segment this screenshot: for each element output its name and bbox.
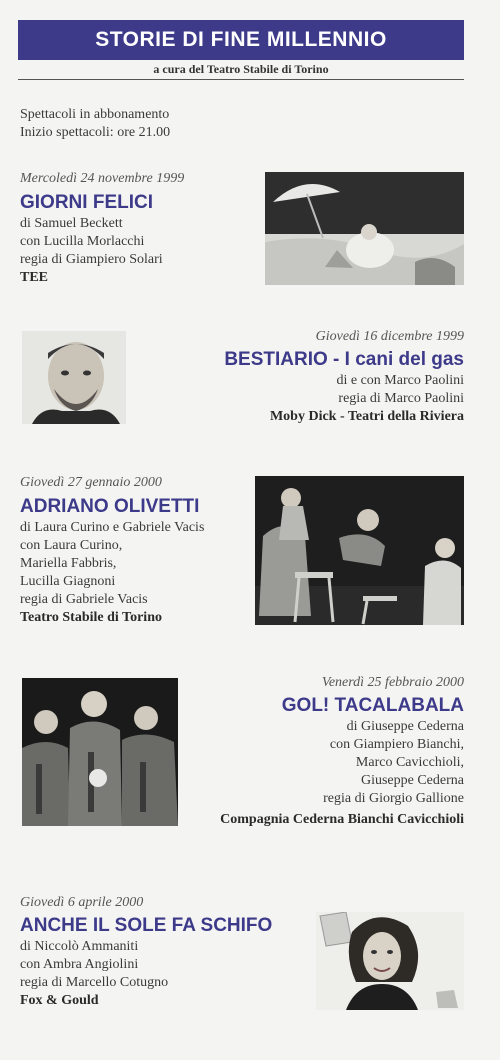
show-company: Teatro Stabile di Torino [20, 610, 162, 625]
show-company: Moby Dick - Teatri della Riviera [269, 409, 464, 424]
show-credit: regia di Giampiero Solari [20, 252, 163, 267]
show-photo-bestiario [22, 331, 126, 424]
show-credit: regia di Marco Paolini [338, 391, 464, 406]
header-banner [18, 20, 464, 60]
show-date: Giovedì 16 dicembre 1999 [315, 329, 464, 344]
intro-text [20, 106, 170, 142]
intro-line: Spettacoli in abbonamento [20, 107, 170, 122]
show-credit: di Samuel Beckett [20, 216, 123, 231]
show-credit: Mariella Fabbris, [20, 556, 117, 571]
show-date: Mercoledì 24 novembre 1999 [20, 171, 185, 186]
show-bestiario [144, 328, 464, 426]
page-title: STORIE DI FINE MILLENNIO [95, 28, 387, 51]
show-title: ADRIANO OLIVETTI [20, 496, 200, 517]
show-company: Compagnia Cederna Bianchi Cavicchioli [220, 812, 464, 827]
show-credit: di e con Marco Paolini [336, 373, 464, 388]
show-adriano-olivetti [20, 474, 204, 627]
show-credit: di Niccolò Ammaniti [20, 939, 139, 954]
show-company: Fox & Gould [20, 993, 99, 1008]
intro-line: Inizio spettacoli: ore 21.00 [20, 125, 171, 140]
show-gol-tacalabala [164, 674, 464, 808]
show-photo-adriano-olivetti [255, 476, 464, 625]
show-credit: Lucilla Giagnoni [20, 574, 116, 589]
show-credit: regia di Gabriele Vacis [20, 592, 148, 607]
show-credit: con Laura Curino, [20, 538, 123, 553]
show-photo-gol-tacalabala [22, 678, 178, 826]
show-date: Giovedì 6 aprile 2000 [20, 895, 144, 910]
show-credit: regia di Marcello Cotugno [20, 975, 169, 990]
show-photo-anche-il-sole [316, 912, 464, 1010]
show-anche-il-sole [20, 894, 272, 1010]
page-subtitle: a cura del Teatro Stabile di Torino [153, 62, 329, 76]
show-company: TEE [20, 270, 49, 285]
show-photo-giorni-felici [265, 172, 464, 285]
show-title: ANCHE IL SOLE FA SCHIFO [20, 915, 273, 936]
show-credit: Marco Cavicchioli, [355, 755, 464, 770]
header-divider [18, 79, 464, 80]
show-date: Venerdì 25 febbraio 2000 [321, 675, 464, 690]
show-giorni-felici [20, 170, 184, 287]
show-date: Giovedì 27 gennaio 2000 [20, 475, 162, 490]
show-credit: con Ambra Angiolini [20, 957, 139, 972]
show-credit: con Giampiero Bianchi, [329, 737, 464, 752]
show-credit: di Giuseppe Cederna [346, 719, 464, 734]
show-title: GIORNI FELICI [20, 192, 153, 213]
show-credit: di Laura Curino e Gabriele Vacis [20, 520, 205, 535]
show-credit: regia di Giorgio Gallione [323, 791, 464, 806]
show-credit: Giuseppe Cederna [360, 773, 464, 788]
show-title: GOL! TACALABALA [281, 695, 464, 716]
show-title: BESTIARIO - I cani del gas [224, 349, 464, 370]
show-credit: con Lucilla Morlacchi [20, 234, 145, 249]
